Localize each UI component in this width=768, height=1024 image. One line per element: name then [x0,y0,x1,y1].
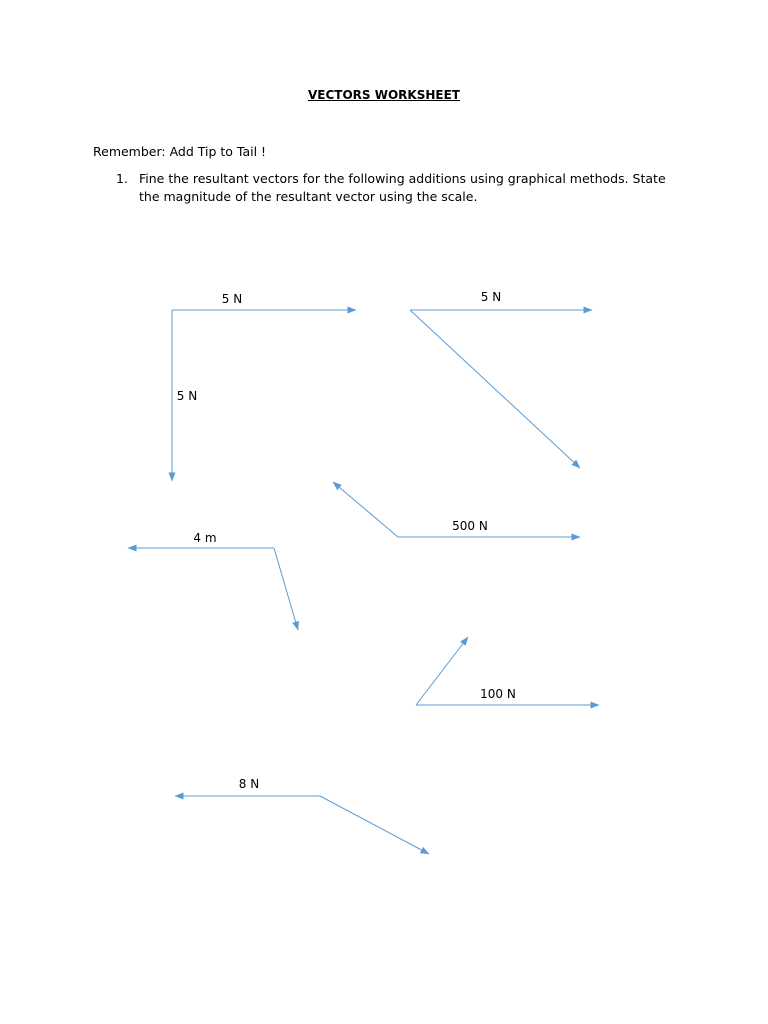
worksheet-title: VECTORS WORKSHEET [308,88,460,102]
reminder-text: Remember: Add Tip to Tail ! [93,144,267,159]
vector-b-diagonal [410,310,580,468]
label-f-top: 8 N [238,777,260,791]
label-b-top: 5 N [480,290,502,304]
label-a-top: 5 N [221,292,243,306]
vector-d-diagonal [274,548,298,630]
label-c-bottom: 500 N [452,519,488,533]
question-number: 1. [116,171,128,186]
vector-e-diagonal [416,637,468,705]
label-d-top: 4 m [193,531,217,545]
label-e-bottom: 100 N [480,687,516,701]
question-text: Fine the resultant vectors for the following additions using graphical methods. State the magnitude of the resultant vector using the scale. [139,171,666,204]
vector-f-diagonal [320,796,429,854]
label-a-side: 5 N [176,389,198,403]
vector-c-diagonal [333,482,398,537]
